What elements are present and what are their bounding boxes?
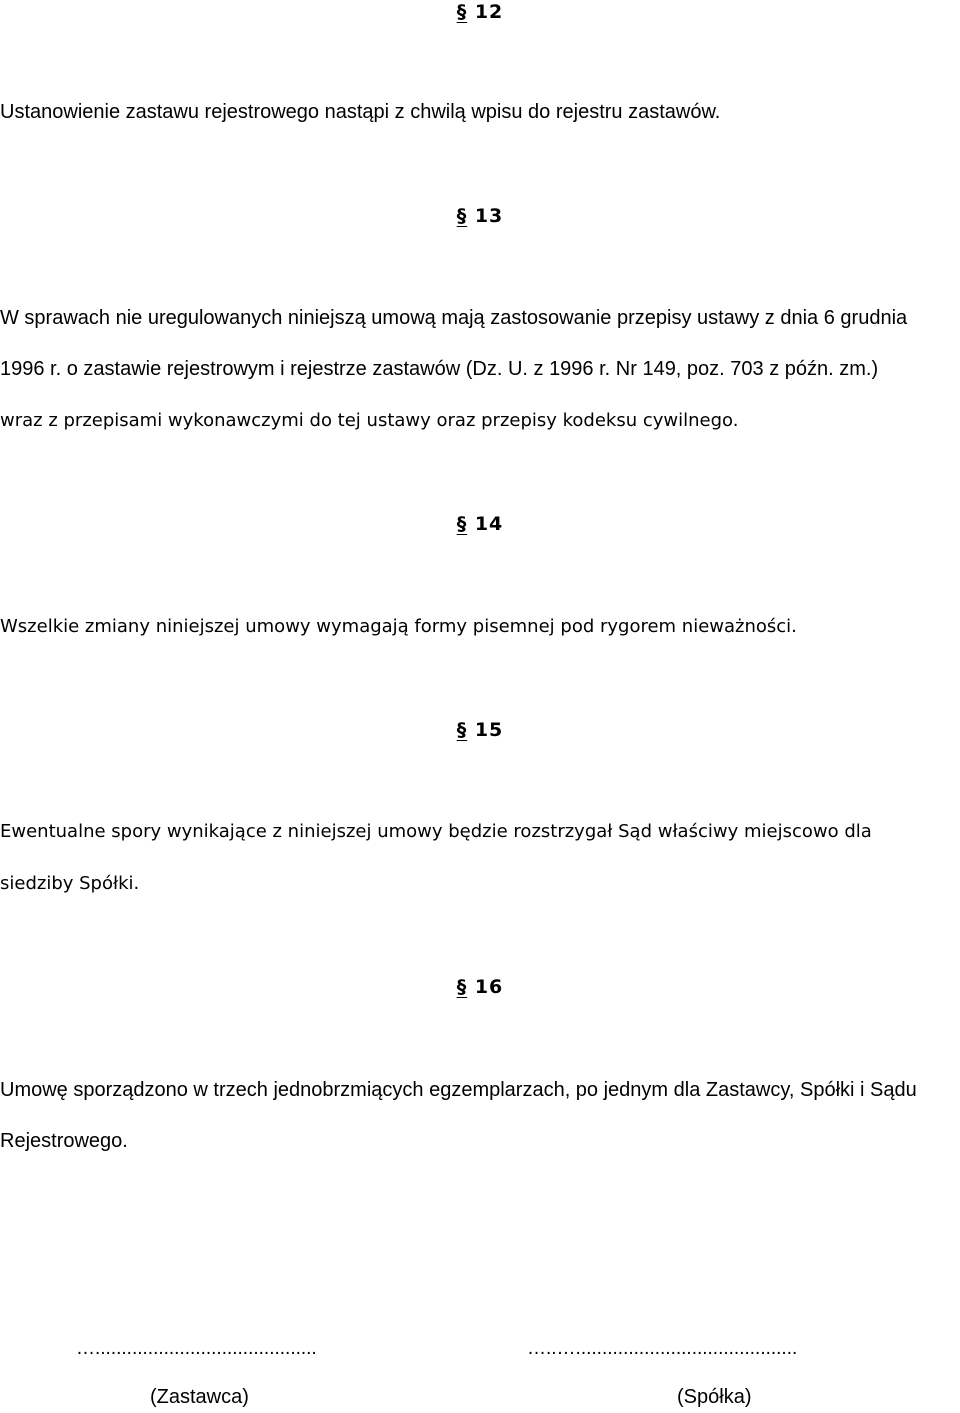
- paragraph-14-line-1: Wszelkie zmiany niniejszej umowy wymagają formy pisemnej pod rygorem nieważności.: [0, 616, 797, 637]
- section-sign: §: [456, 513, 468, 535]
- section-sign: §: [456, 976, 468, 998]
- section-heading-12: [0, 0, 960, 24]
- section-number: 15: [474, 719, 504, 741]
- signature-line-spolka: …..…..........................................: [527, 1338, 798, 1359]
- paragraph-15-line-2: siedziby Spółki.: [0, 873, 140, 894]
- section-sign: §: [456, 1, 468, 23]
- section-heading-15: [0, 718, 960, 742]
- paragraph-12-line-1: Ustanowienie zastawu rejestrowego nastąpi z chwilą wpisu do rejestru zastawów.: [0, 101, 721, 123]
- section-heading-16: [0, 975, 960, 999]
- section-number: 14: [474, 513, 504, 535]
- signature-label-spolka: (Spółka): [677, 1386, 752, 1408]
- paragraph-16-line-2: Rejestrowego.: [0, 1130, 128, 1152]
- section-heading-14: [0, 512, 960, 536]
- paragraph-13-line-3: wraz z przepisami wykonawczymi do tej ustawy oraz przepisy kodeksu cywilnego.: [0, 410, 739, 431]
- section-number: 16: [474, 976, 504, 998]
- signature-label-zastawca: (Zastawca): [150, 1386, 249, 1408]
- section-number: 13: [474, 205, 504, 227]
- paragraph-13-line-1: W sprawach nie uregulowanych niniejszą umową mają zastosowanie przepisy ustawy z dnia 6 grudnia: [0, 307, 908, 329]
- paragraph-16-line-1: Umowę sporządzono w trzech jednobrzmiących egzemplarzach, po jednym dla Zastawcy, Spółki i Sądu: [0, 1079, 917, 1101]
- section-number: 12: [474, 1, 504, 23]
- section-sign: §: [456, 719, 468, 741]
- paragraph-13-line-2: 1996 r. o zastawie rejestrowym i rejestrze zastawów (Dz. U. z 1996 r. Nr 149, poz. 703 z późn. zm.): [0, 358, 879, 380]
- section-heading-13: [0, 204, 960, 228]
- section-sign: §: [456, 205, 468, 227]
- paragraph-15-line-1: Ewentualne spory wynikające z niniejszej umowy będzie rozstrzygał Sąd właściwy miejscowo dla: [0, 821, 872, 842]
- signature-line-zastawca: …..........................................: [76, 1338, 317, 1359]
